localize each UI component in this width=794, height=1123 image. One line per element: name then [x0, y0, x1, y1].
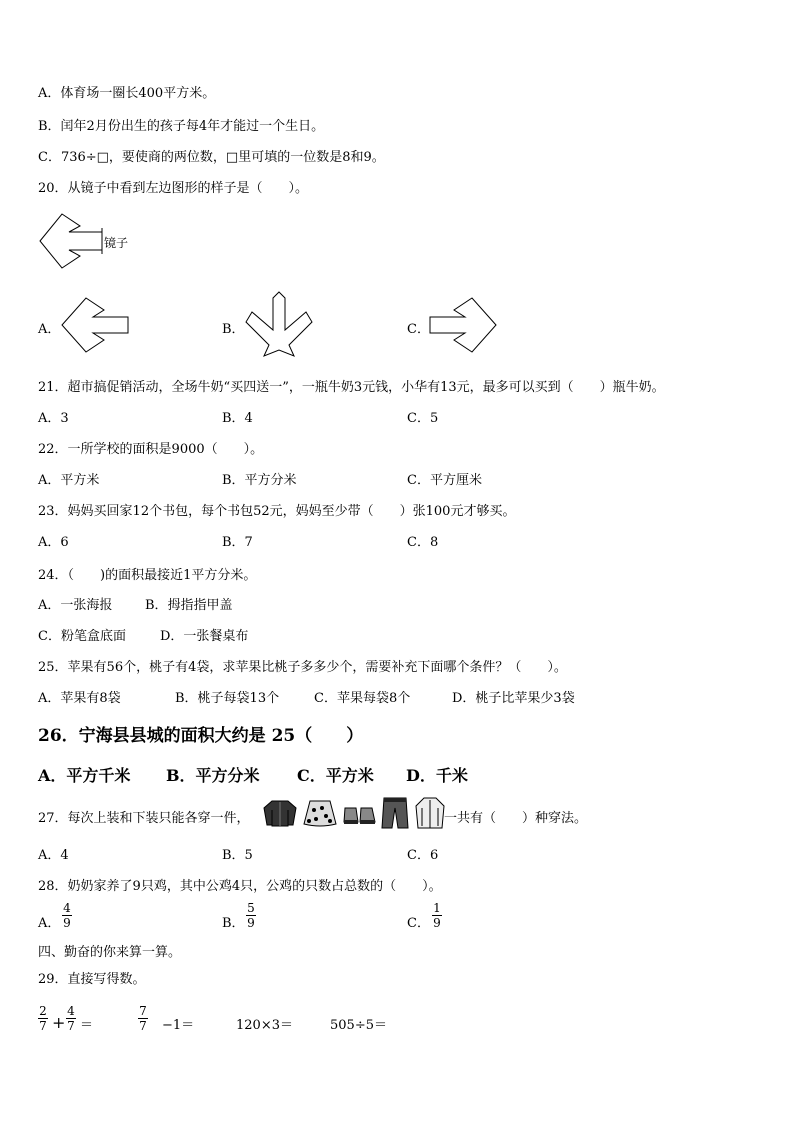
coat-icon — [414, 796, 446, 830]
fraction: 4 9 — [63, 901, 71, 930]
option-b: B．5 — [222, 848, 253, 863]
option-label: A． — [38, 322, 61, 337]
option-c: C．平方厘米 — [407, 473, 482, 488]
pants-icon — [380, 796, 410, 830]
option-b: B．桃子每袋13个 — [175, 691, 280, 706]
option-a: A．一张海报 — [38, 598, 113, 613]
question-27-text: 27．每次上装和下装只能各穿一件， — [38, 811, 250, 826]
arrow-figure-icon — [60, 290, 130, 360]
question-24: 24．（ )的面积最接近1平方分米。 — [38, 568, 257, 583]
option-c: C．5 — [407, 411, 439, 426]
equals-sign: ＝ — [80, 1018, 94, 1033]
question-23: 23．妈妈买回家12个书包，每个书包52元，妈妈至少带（ ）张100元才够买。 — [38, 504, 516, 519]
option-c: C．粉笔盒底面 — [38, 629, 126, 644]
option-a: A．3 — [38, 411, 69, 426]
option-line: A．体育场一圈长400平方米。 — [38, 86, 216, 101]
option-c: C．苹果每袋8个 — [314, 691, 411, 706]
option-c: C．平方米 — [297, 766, 374, 785]
arrow-figure-icon — [36, 206, 106, 276]
option-c: C．8 — [407, 535, 439, 550]
fraction: 2 7 — [39, 1004, 47, 1033]
mirror-label: 镜子 — [104, 236, 129, 250]
question-20: 20．从镜子中看到左边图形的样子是（ ）。 — [38, 181, 309, 196]
option-c: C．6 — [407, 848, 439, 863]
option-b: B．平方分米 — [166, 766, 260, 785]
question-22: 22．一所学校的面积是9000（ ）。 — [38, 442, 264, 457]
option-b: B．拇指指甲盖 — [145, 598, 233, 613]
calc-expression: 505÷5＝ — [330, 1018, 387, 1033]
question-28: 28．奶奶家养了9只鸡，其中公鸡4只，公鸡的只数占总数的（ ）。 — [38, 879, 442, 894]
option-a: A．苹果有8袋 — [38, 691, 121, 706]
option-line: C．736÷□，要使商的两位数，□里可填的一位数是8和9。 — [38, 150, 385, 165]
option-b: B．平方分米 — [222, 473, 297, 488]
option-d: D．桃子比苹果少3袋 — [452, 691, 575, 706]
option-a: A．6 — [38, 535, 69, 550]
option-line: B．闰年2月份出生的孩子每4年才能过一个生日。 — [38, 119, 325, 134]
option-d: D．千米 — [406, 766, 468, 785]
fraction: 4 7 — [67, 1004, 75, 1033]
option-label: C． — [407, 322, 430, 337]
calc-expression: −1＝ — [162, 1018, 195, 1033]
question-26: 26．宁海县县城的面积大约是 25（ ） — [38, 726, 364, 746]
option-a: A．平方千米 — [38, 766, 131, 785]
arrow-figure-icon — [428, 290, 498, 360]
jacket-icon — [262, 798, 298, 828]
calc-expression: 120×3＝ — [236, 1018, 293, 1033]
section-heading: 四、勤奋的你来算一算。 — [38, 945, 182, 960]
skirt-icon — [302, 798, 338, 828]
fraction: 7 7 — [139, 1004, 147, 1033]
fraction: 5 9 — [247, 901, 255, 930]
option-a: A．平方米 — [38, 473, 100, 488]
shoes-icon — [342, 798, 378, 828]
option-b: B． — [222, 916, 245, 931]
arrow-figure-icon — [244, 290, 314, 360]
question-21: 21．超市搞促销活动，全场牛奶“买四送一”，一瓶牛奶3元钱，小华有13元，最多可以买到（ ）瓶牛奶。 — [38, 380, 665, 395]
option-d: D．一张餐桌布 — [160, 629, 249, 644]
question-25: 25．苹果有56个，桃子有4袋，求苹果比桃子多多少个，需要补充下面哪个条件？（ ）。 — [38, 660, 567, 675]
option-c: C． — [407, 916, 430, 931]
option-label: B． — [222, 322, 245, 337]
question-27-text: 一共有（ ）种穿法。 — [444, 811, 588, 826]
option-b: B．7 — [222, 535, 253, 550]
option-a: A． — [38, 916, 61, 931]
option-b: B．4 — [222, 411, 253, 426]
plus-sign: + — [52, 1013, 66, 1032]
fraction: 1 9 — [433, 901, 441, 930]
question-29: 29．直接写得数。 — [38, 972, 146, 987]
option-a: A．4 — [38, 848, 69, 863]
